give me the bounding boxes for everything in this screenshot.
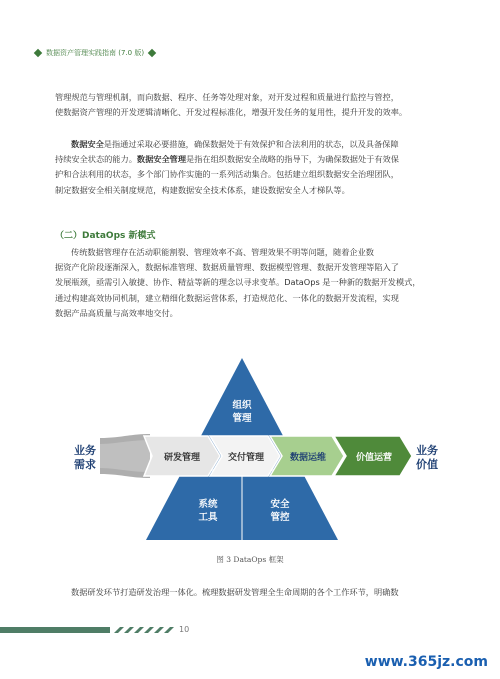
paragraph-4 (55, 585, 447, 600)
paragraph-line: 管理规范与管理机制，而向数据、程序、任务等处理对象，对开发过程和质量进行监控与管控， (55, 92, 399, 102)
stage-label-2: 交付管理 (227, 453, 265, 463)
paragraph-line: 数据研发环节打造研发治理一体化。梳理数据研发管理全生命周期的各个工作环节，明确数 (71, 587, 399, 597)
triangle-bottom-right-label: 管控 (270, 512, 290, 523)
paragraph-line: 使数据资产管理的开发逻辑清晰化、开发过程标准化，增强开发任务的复用性，提升开发的效率。 (55, 107, 408, 118)
footer-slash (154, 627, 164, 633)
triangle-bottom-left-label: 系统 (198, 499, 218, 510)
bold-term: 数据安全 (71, 139, 104, 149)
paragraph-line: 据资产化阶段逐渐深入，数据标准管理、数据质量管理、数据模型管理、数据开发管理等陷入了 (55, 262, 399, 273)
footer-slash (114, 627, 124, 633)
triangle-bottom-left-label: 工具 (198, 512, 218, 523)
footer-stripe (0, 622, 500, 640)
site-watermark: www.365jz.com (364, 654, 488, 670)
flow-band (100, 440, 150, 472)
triangle-bottom-right-label: 安全 (270, 499, 290, 510)
footer-slash (134, 627, 144, 633)
paragraph-line (55, 152, 447, 167)
text-run: 是指在组织数据安全战略的指导下，为确保数据处于有效保 (186, 154, 399, 165)
paragraph-line: 发展瓶颈，亟需引入敏捷、协作、精益等新的理念以寻求变革。DataOps 是一种新的数据开发模式， (55, 277, 421, 288)
stage-label-4: 价值运营 (355, 453, 393, 463)
paragraph-line: 数据产品高质量与高效率地交付。 (55, 307, 178, 318)
dataops-framework-diagram (60, 352, 440, 550)
header-title: 数据资产管理实践指南 (7.0 版) (46, 49, 145, 57)
paragraph-line: 护和合法利用的状态，多个部门协作实施的一系列活动集合。包括建立组织数据安全治理团队， (55, 169, 399, 180)
paragraph-line: 通过构建高效协同机制，建立精细化数据运营体系，打造规范化、一体化的数据开发流程，实现 (55, 292, 399, 303)
paragraph-line: 传统数据管理存在活动职能割裂、管理效率不高、管理效果不明等问题，随着企业数 (71, 247, 374, 257)
running-header (35, 46, 155, 60)
right-label: 价值 (416, 458, 438, 471)
right-label: 业务 (416, 444, 438, 457)
left-label: 业务 (74, 444, 96, 457)
triangle-top-label: 管理 (232, 413, 252, 424)
paragraph-line: 制定数据安全相关制度规范，构建数据安全技术体系，建设数据安全人才梯队等。 (55, 184, 350, 195)
stage-label-3: 数据运维 (289, 453, 327, 463)
diamond-icon (148, 49, 156, 57)
page-number: 10 (179, 625, 190, 634)
left-label: 需求 (74, 458, 96, 471)
bold-term: 数据安全管理 (136, 154, 187, 165)
stage-label-1: 研发管理 (163, 453, 201, 463)
footer-slash (124, 627, 134, 633)
paragraph-line (55, 137, 447, 152)
text-run: 持续安全状态的能力。 (55, 154, 137, 165)
text-run: 是指通过采取必要措施，确保数据处于有效保护和合法利用的状态，以及具备保障 (103, 139, 399, 149)
triangle-top-label: 组织 (232, 400, 252, 411)
paragraph-2 (55, 137, 447, 198)
figure-caption: 图 3 DataOps 框架 (216, 555, 284, 564)
diamond-icon (34, 49, 42, 57)
paragraph-1 (55, 90, 447, 120)
footer-bar (0, 627, 110, 633)
paragraph-3 (55, 245, 447, 321)
footer-slash (144, 627, 154, 633)
footer-slash (164, 627, 174, 633)
section-heading: （二）DataOps 新模式 (55, 231, 156, 241)
